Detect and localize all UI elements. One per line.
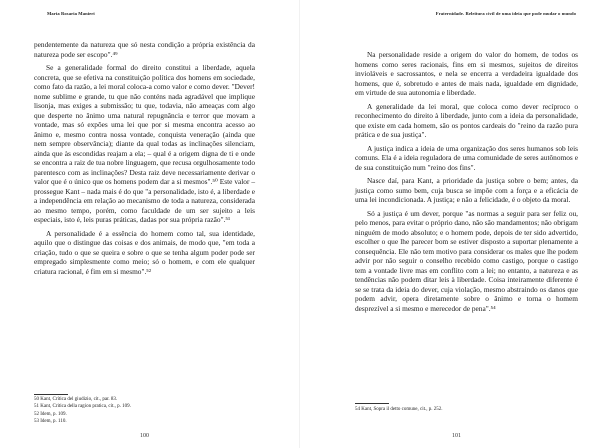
footnote: 50 Kant, Crítica del giudizio, cit., par. 83. bbox=[34, 397, 118, 402]
footnote: 51 Kant, Critica della ragion pratica, cit., p. 109. bbox=[34, 404, 131, 410]
footnote: 53 Idem, p. 110. bbox=[34, 419, 67, 425]
left-footnotes bbox=[34, 396, 254, 426]
right-paragraph: Só a justiça é um dever, porque "as normas a seguir para ser feliz ou, pelo menos, para evitar o próprio dano, não são mandamentos; não obrigam ninguém de modo absoluto; e o homem pode, depois de ter sido advertido, escolher o que lhe parecer bom se estiver disposto a suportar plenamente a consequência. Ele não tem motivo para considerar os males que lhe podem advir por não seguir o conselho recebido como castigo, porque o castigo tem a vontade livre mas em conflito com a lei; no entanto, a natureza e as tendências não podem ditar leis à liberdade. Coisa inteiramente diferente é se se trata da ideia do dever, cuja violação, mesmo abstraindo os danos que podem advir, opera diretamente sobre o ânimo e torna o homem desprezível a si mesmo e merecedor de pena".⁵⁴ bbox=[355, 208, 578, 313]
left-paragraph: Se a generalidade formal do direito constitui a liberdade, aquela concreta, que se efetiva na constituição política dos homens em sociedade, como fato da razão, a lei moral coloca-a como valor e como dever. "Dever! nome sublime e grande, tu que não conténs nada agradável que implique lisonja, mas exiges a submissão; tu que, todavia, não ameaças com algo que desperte no ânimo uma natural repugnância e terror que movam a vontade, mas só expões uma lei que por si mesma encontra acesso ao ânimo e, mesmo contra nossa vontade, conquista veneração (ainda que nem sempre observância); diante da qual todas as inclinações silenciam, ainda que às escondidas reajam a ela; – qual é a origem digna de ti e onde se encontra a raiz de tua nobre linguagem, que recusa orgulhosamente todo parentesco com as inclinações? Desta raiz deve necessariamente derivar o valor que é o único que os homens podem dar a si mesmos".⁵⁰ Este valor – prossegue Kant – nada mais é do que "a personalidade, isto é, a liberdade e a independência em relação ao mecanismo de toda a natureza, considerada ao mesmo tempo, porém, como faculdade de um ser sujeito a leis especiais, isto é, leis puras práticas, dadas por sua própria razão".⁵¹ bbox=[34, 63, 255, 224]
left-paragraph: A personalidade é a essência do homem como tal, sua identidade, aquilo que o distingue das coisas e dos animais, de modo que, "em toda a criação, tudo o que se queira e sobre o que se tenha algum poder pode ser empregado simplesmente como meio; só o homem, e com ele qualquer criatura racional, é fim em si mesmo".⁵² bbox=[34, 228, 255, 276]
right-paragraph: Nasce daí, para Kant, a prioridade da justiça sobre o bem; antes, da justiça como sumo bem, cuja busca se impõe com a força e a eficácia de uma lei incondicionada. A justiça; e não a felicidade, é o objeto da moral. bbox=[355, 176, 578, 204]
left-paragraph: pendentemente da natureza que só nesta condição a própria existência da natureza pode ser escopo".⁴⁹ bbox=[34, 40, 255, 59]
footnote: 52 Idem, p. 109. bbox=[34, 411, 67, 417]
right-footnotes bbox=[355, 406, 575, 413]
right-page-number: 101 bbox=[452, 433, 461, 439]
right-running-head: Fraternidade. Releitura civil de uma ideia que pode mudar o mundo bbox=[435, 11, 576, 16]
left-footnote-rule bbox=[34, 394, 68, 395]
left-page-number: 100 bbox=[140, 433, 149, 439]
right-paragraph: A justiça indica a ideia de uma organização dos seres humanos sob leis comuns. Ela é a ideia reguladora de uma comunidade de seres autônomos e de sua constituição num "reino dos fins". bbox=[355, 143, 578, 172]
right-page bbox=[300, 0, 600, 448]
left-running-head: Maria Rosaria Manieri bbox=[47, 11, 95, 16]
right-paragraph: A generalidade da lei moral, que coloca como dever recíproco o reconhecimento do direito à liberdade, junto com a ideia da personalidade, que existe em cada homem, são os pontos cardeais do "reino da razão pura prática e de sua justiça". bbox=[355, 101, 578, 139]
left-body-text bbox=[34, 40, 255, 276]
right-footnote-rule bbox=[355, 403, 389, 404]
right-body-text bbox=[355, 50, 578, 313]
right-paragraph: Na personalidade reside a origem do valor do homem, de todos os homens como seres racionais, fins em si mesmos, sujeitos de direitos invioláveis e sacrossantos, e nela se encerra a verdadeira igualdade dos homens, que é, sobretudo e antes de mais nada, igualdade em dignidade, em virtude de sua autonomia e liberdade. bbox=[355, 50, 578, 97]
footnote: 54 Kant, Sopra il detto comune, cit., p. 252. bbox=[355, 407, 443, 412]
